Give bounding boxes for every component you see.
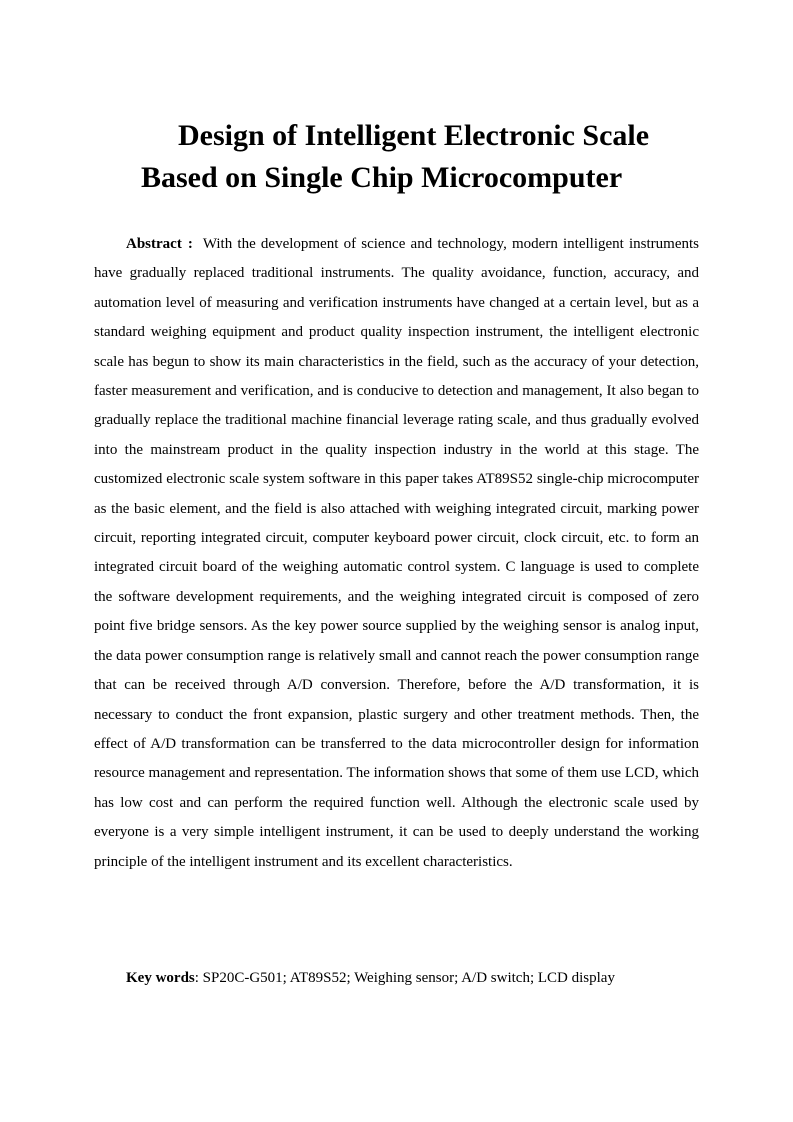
abstract-paragraph [94,230,699,877]
abstract-separator: : [187,236,193,252]
abstract-label [126,236,203,252]
title-line-2: Based on Single Chip Microcomputer [141,161,623,194]
title-line-1: Design of Intelligent Electronic Scale [178,119,650,152]
keywords-line [94,964,699,993]
abstract-label-text: Abstract [126,236,182,252]
keywords-label: Key words [126,970,195,986]
keywords-list: : SP20C-G501; AT89S52; Weighing sensor; A/D switch; LCD display [194,970,615,986]
abstract-body: With the development of science and technology, modern intelligent instruments have gradually replaced traditional instruments. The quality avoidance, function, accuracy, and automation level of measuring and verification instruments have changed at a certain level, but as a standard weighing equipment and product quality inspection instrument, the intelligent electronic scale has begun to show its main characteristics in the field, such as the accuracy of your detection, faster measurement and verification, and is conducive to detection and management, It also began to gradually replace the traditional machine financial leverage rating scale, and thus gradually evolved into the mainstream product in the quality inspection industry in the world at this stage. The customized electronic scale system software in this paper takes AT89S52 single-chip microcomputer as the basic element, and the field is also attached with weighing integrated circuit, marking power circuit, reporting integrated circuit, computer keyboard power circuit, clock circuit, etc. to form an integrated circuit board of the weighing automatic control system. C language is used to complete the software development requirements, and the weighing integrated circuit is composed of zero point five bridge sensors. As the key power source supplied by the weighing sensor is analog input, the data power consumption range is relatively small and cannot reach the power consumption range that can be received through A/D conversion. Therefore, before the A/D transformation, it is necessary to conduct the front expansion, plastic surgery and other treatment methods. Then, the effect of A/D transformation can be transferred to the data microcontroller design for information resource management and representation. The information shows that some of them use LCD, which has low cost and can perform the required function well. Although the electronic scale used by everyone is a very simple intelligent instrument, it can be used to deeply understand the working principle of the intelligent instrument and its excellent characteristics. [94,236,699,870]
